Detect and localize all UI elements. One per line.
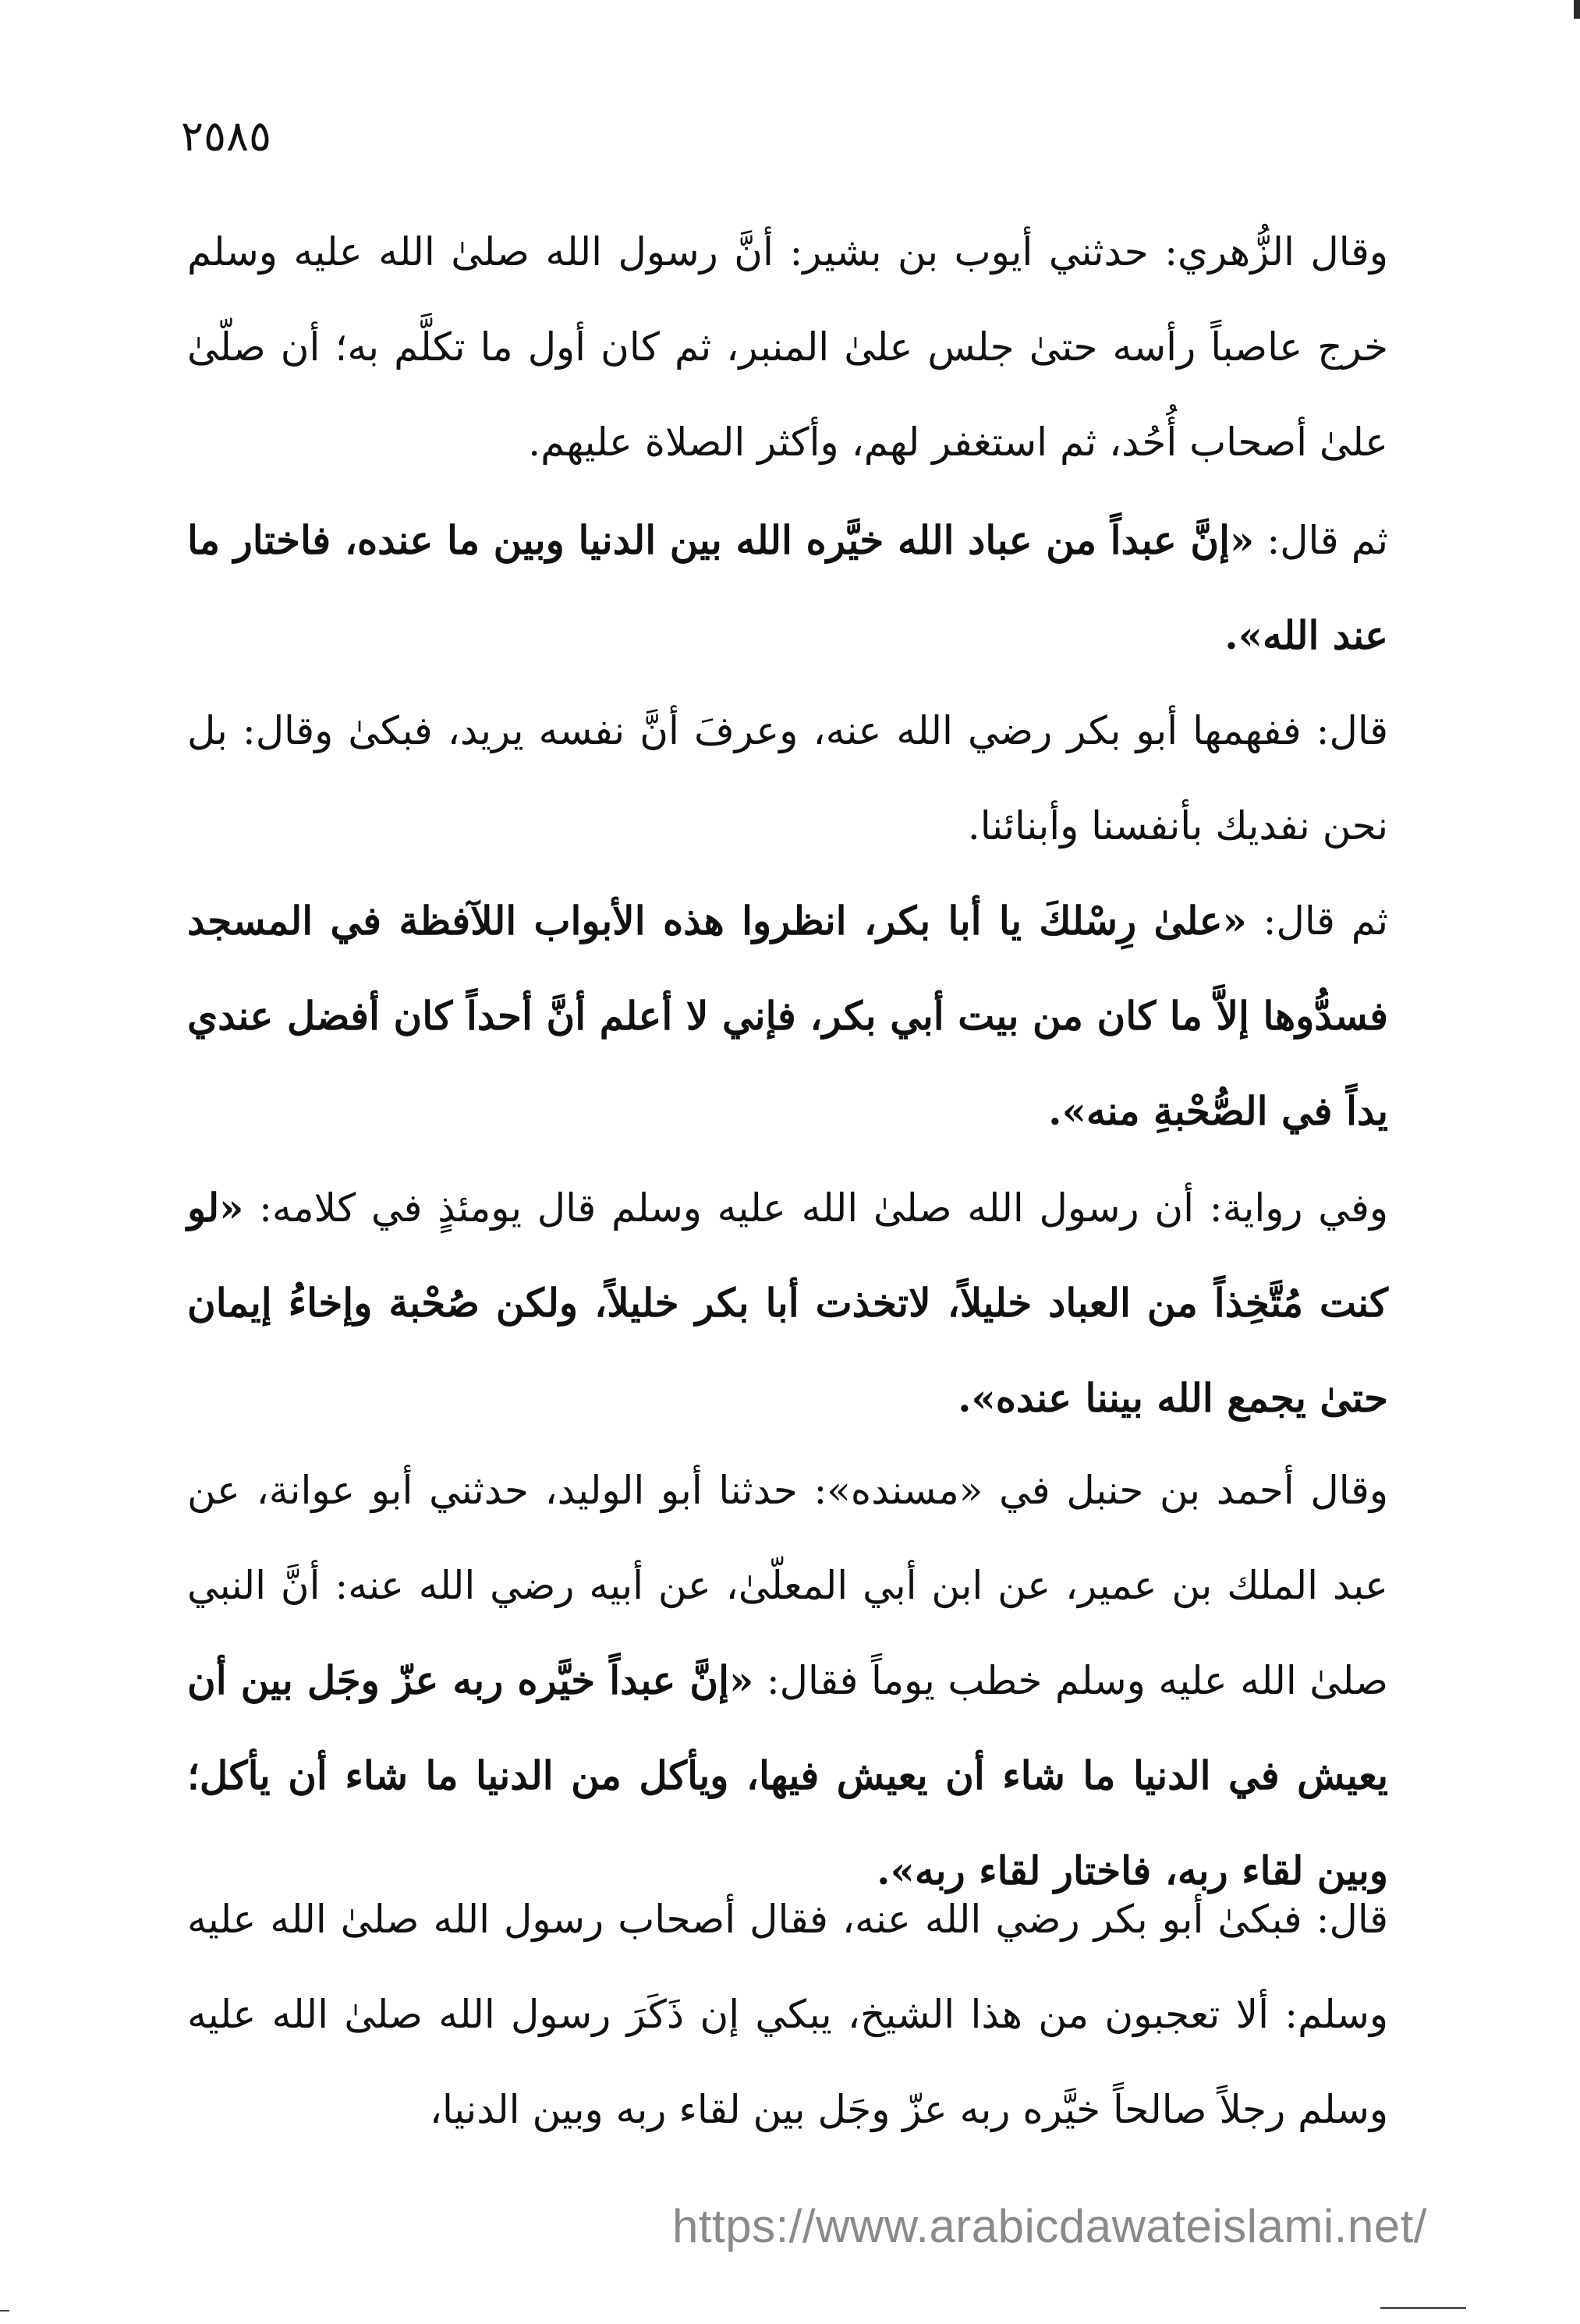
- paragraph-ahmad-musnad: [187, 1443, 1388, 1918]
- hadith-quote: «علىٰ رِسْلكَ يا أبا بكر، انظروا هذه الأبواب اللآفظة في المسجد فسدُّوها إلاَّ ما كان من بيت أبي بكر، فإني لا أعلم أنَّ أحداً كان أفضل عندي يداً في الصُّحْبةِ منه».: [187, 898, 1388, 1134]
- scan-edge-mark: [0, 2310, 9, 2312]
- paragraph-abu-bakr-understood: [187, 683, 1388, 873]
- paragraph-abu-bakr-wept: [187, 1872, 1388, 2157]
- paragraph-lead: وفي رواية: أن رسول الله صلىٰ الله عليه وسلم قال يومئذٍ في كلامه:: [243, 1185, 1388, 1231]
- paragraph-lead: ثم قال:: [1246, 898, 1388, 944]
- paragraph-zuhri-narration: [187, 204, 1388, 490]
- hadith-quote: «إنَّ عبداً من عباد الله خيَّره الله بين الدنيا وبين ما عنده، فاختار ما عند الله».: [187, 517, 1388, 658]
- paragraph-text: وقال الزُّهري: حدثني أيوب بن بشير: أنَّ رسول الله صلىٰ الله عليه وسلم خرج عاصباً رأسه حتىٰ جلس علىٰ المنبر، ثم كان أول ما تكلَّم به؛ أن صلّىٰ علىٰ أصحاب أُحُد، ثم استغفر لهم، وأكثر الصلاة عليهم.: [187, 229, 1388, 465]
- paragraph-riwaya-khalil: [187, 1160, 1388, 1446]
- paragraph-text: قال: ففهمها أبو بكر رضي الله عنه، وعرفَ أنَّ نفسه يريد، فبكىٰ وقال: بل نحن نفديك بأنفسنا وأبنائنا.: [187, 708, 1388, 848]
- paragraph-lead: وقال أحمد بن حنبل في «مسنده»: حدثنا أبو الوليد، حدثني أبو عوانة، عن عبد الملك بن عمير، عن ابن أبي المعلّىٰ، عن أبيه رضي الله عنه: أنَّ النبي صلىٰ الله عليه وسلم خطب يوماً فقال:: [187, 1468, 1388, 1703]
- paragraph-hadith-servant-choice: [187, 493, 1388, 683]
- paragraph-lead: ثم قال:: [1254, 518, 1388, 563]
- hadith-quote: «إنَّ عبداً خيَّره ربه عزّ وجَل بين أن يعيش في الدنيا ما شاء أن يعيش فيها، ويأكل من الدنيا ما شاء أن يأكل؛ وبين لقاء ربه، فاختار لقاء ربه».: [187, 1657, 1388, 1894]
- scan-edge-mark: [1574, 0, 1580, 19]
- paragraph-hadith-doors: [187, 873, 1388, 1159]
- footer-url: https://www.arabicdawateislami.net/: [672, 2200, 1427, 2252]
- page-number: ٢٥٨٥: [181, 112, 272, 161]
- paragraph-text: قال: فبكىٰ أبو بكر رضي الله عنه، فقال أصحاب رسول الله صلىٰ الله عليه وسلم: ألا تعجبون من هذا الشيخ، يبكي إن ذَكَرَ رسول الله صلىٰ الله عليه وسلم رجلاً صالحاً خيَّره ربه عزّ وجَل بين لقاء ربه وبين الدنيا،: [187, 1897, 1388, 2132]
- bottom-rule: [1380, 2307, 1466, 2309]
- hadith-quote: «لو كنت مُتَّخِذاً من العباد خليلاً، لاتخذت أبا بكر خليلاً، ولكن صُحْبة وإخاءُ إيمان حتىٰ يجمع الله بيننا عنده».: [187, 1185, 1388, 1421]
